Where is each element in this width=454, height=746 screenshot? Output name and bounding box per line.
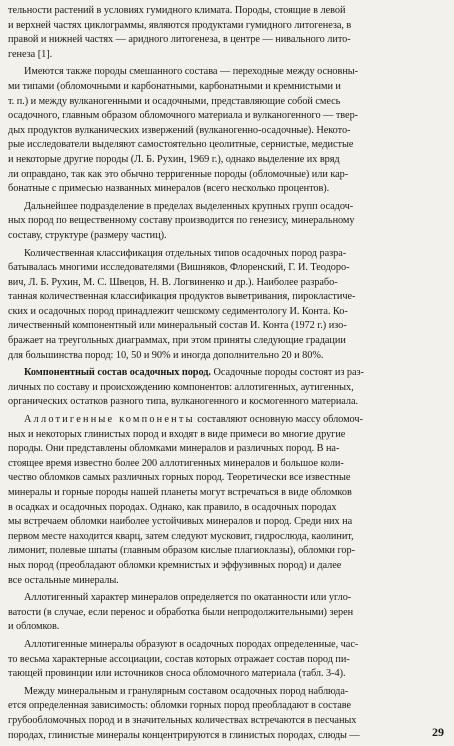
text-line: и обломков. <box>8 621 60 633</box>
text-line: породы. Они представлены обломками минералов и различных пород. В на- <box>8 443 340 455</box>
text-line <box>8 366 442 381</box>
text-line: минералы и горные породы нашей планеты могут встречаться в виде обломков <box>8 487 352 498</box>
text-line: первом месте находится кварц, затем следуют мусковит, гидрослюда, каолинит, <box>8 530 354 542</box>
text-line: ных пород по вещественному составу производится по генезису, минеральному <box>8 215 355 227</box>
text-span: составляют основную массу обломоч- <box>194 414 363 426</box>
text-line: чество обломков самых различных горных пород. Теоретически все известные <box>8 472 351 484</box>
text-line: рые исследователи выделяют самостоятельно цеолитные, сернистые, медистые <box>8 139 354 151</box>
body-text <box>8 4 442 743</box>
text-line: грубообломочных пород и в значительных количествах встречаются в песчаных <box>8 714 357 726</box>
text-line: личных по составу и происхождению компонентов: аллотигенных, аутигенных, <box>8 381 354 393</box>
text-line: ных и некоторых глинистых пород и входят в виде примеси во многие другие <box>8 428 346 440</box>
text-line: ми типами (обломочными и карбонатными, карбонатными и кремнистыми и <box>8 80 341 92</box>
text-line: и верхней частях циклограммы, являются продуктами гумидного литогенеза, в <box>8 19 352 31</box>
text-line: ных пород (преобладают обломки кремнистых и эффузивных пород) и далее <box>8 559 342 571</box>
text-line: бонатные с примесью названных минералов (всего несколько процентов). <box>8 183 330 195</box>
text-line: органических остатков разного типа, вулканогенного и космогенного материала. <box>8 396 359 408</box>
text-line: тельности растений в условиях гумидного климата. Породы, стоящие в левой <box>8 5 346 16</box>
run-in-heading: Аллотигенные компоненты <box>24 414 195 426</box>
text-line: Имеются также породы смешанного состава — переходные между основны- <box>24 66 359 78</box>
text-line: и некоторые другие породы (Л. Б. Рухин, 1969 г.), однако выделение их вряд <box>8 153 340 165</box>
text-line: мы встречаем обломки наиболее устойчивых минералов и пород. Среди них на <box>8 516 353 528</box>
text-line: Количественная классификация отдельных типов осадочных пород разра- <box>24 247 347 259</box>
text-line: ли оправдано, так как это обычно терригенные породы (обломочные) или кар- <box>8 168 349 180</box>
text-line: Дальнейшее подразделение в пределах выделенных крупных групп осадоч- <box>24 200 354 212</box>
text-line: в осадках и осадочных породах. Однако, как правило, в осадочных породах <box>8 501 337 513</box>
text-line: осадочного, главным образом обломочного материала и вулканогенного — твер- <box>8 110 359 122</box>
text-line: тающей провинции или источников сноса обломочного материала (табл. 3-4). <box>8 668 346 680</box>
run-in-heading: Компонентный состав осадочных пород. <box>24 367 211 379</box>
text-line: ватости (в случае, если перенос и обработка были непродолжительными) зерен <box>8 606 354 618</box>
text-line: породах, глинистые минералы концентрируются в глинистых породах, слюды — <box>8 729 360 741</box>
text-line: танная количественная классификация продуктов выветривания, пирокластиче- <box>8 291 356 303</box>
text-line: Аллотигенные минералы образуют в осадочных породах определенные, час- <box>24 638 359 650</box>
text-line <box>8 413 442 428</box>
text-line: лимонит, полевые шпаты (главным образом кислые плагиоклазы), обломки гор- <box>8 545 356 557</box>
text-line: вич, Л. Б. Рухин, М. С. Швецов, Н. В. Логвиненко и др.). Наиболее разрабо- <box>8 276 338 288</box>
text-span: Осадочные породы состоят из раз- <box>210 367 364 379</box>
text-line: батывалась многими исследователями (Вишняков, Флоренский, Г. И. Теодоро- <box>8 262 350 274</box>
text-line: для большинства пород: 10, 50 и 90% и иногда дополнительно 20 и 80%. <box>8 349 324 361</box>
text-line: Аллотигенный характер минералов определяется по окатанности или угло- <box>24 592 352 604</box>
text-line: правой и нижней частях — аридного литогенеза, в центре — нивального лито- <box>8 34 351 46</box>
text-line: т. п.) и между вулканогенными и осадочными, представляющие собой смесь <box>8 95 341 107</box>
text-line: составу, структуре (размеру частиц). <box>8 229 167 241</box>
text-line: все остальные минералы. <box>8 574 119 586</box>
text-line: то весьма характерные ассоциации, состав которых отражает состав пород пи- <box>8 653 350 665</box>
text-line: ских и осадочных пород принадлежит чешскому седиментологу И. Конта. Ко- <box>8 305 348 317</box>
text-line: личественный компонентный или минеральный состав И. Конта (1972 г.) изо- <box>8 320 347 332</box>
text-line: Между минеральным и гранулярным составом осадочных пород наблюда- <box>24 685 349 697</box>
text-line: стоящее время известно более 200 аллотигенных минералов и большое коли- <box>8 457 344 469</box>
page-number: 29 <box>432 725 444 739</box>
text-line: ется определенная зависимость: обломки горных пород преобладают в составе <box>8 700 352 712</box>
text-line: генеза [1]. <box>8 48 53 60</box>
text-line: бражает на треугольных диаграммах, при этом приняты следующие градации <box>8 335 346 347</box>
text-line: дых продуктов вулканических извержений (вулканогенно-осадочные). Некото- <box>8 124 351 136</box>
